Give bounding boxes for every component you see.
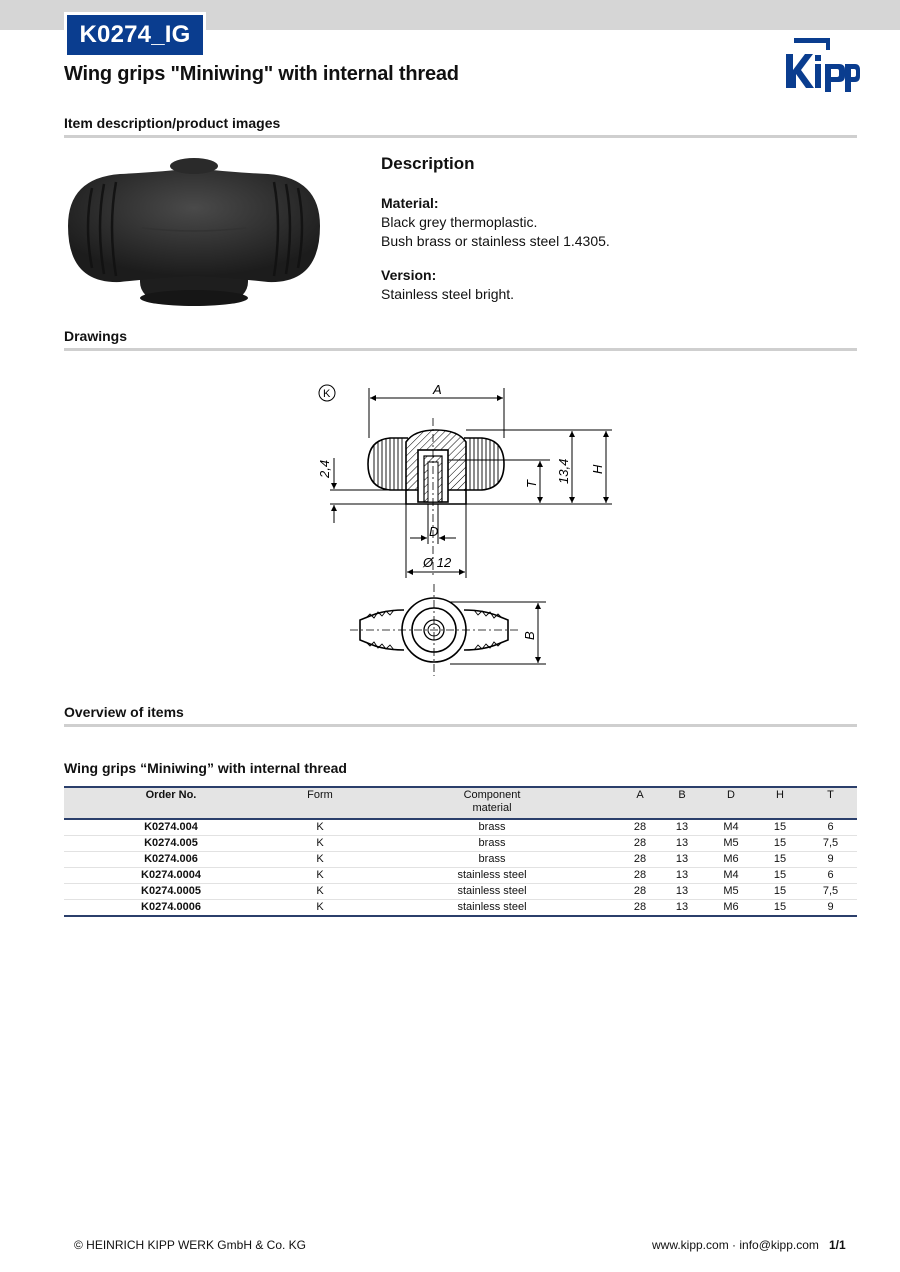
table-cell: 15 — [756, 819, 804, 836]
table-cell: 28 — [622, 819, 658, 836]
table-cell: K — [278, 819, 362, 836]
product-photo — [62, 150, 320, 310]
table-cell: 9 — [804, 852, 857, 868]
dimension-t-label: T — [524, 480, 539, 488]
material-label: Material: — [381, 195, 439, 211]
header-d: D — [706, 787, 756, 819]
table-cell: 7,5 — [804, 836, 857, 852]
table-cell: 28 — [622, 900, 658, 917]
table-cell: K — [278, 852, 362, 868]
section-divider — [64, 135, 857, 138]
table-cell: 28 — [622, 836, 658, 852]
table-cell: stainless steel — [362, 868, 622, 884]
table-cell: K — [278, 900, 362, 917]
technical-drawing — [300, 378, 630, 678]
section-heading-drawings: Drawings — [64, 328, 128, 344]
table-cell: 28 — [622, 868, 658, 884]
footer-contact[interactable]: www.kipp.com · info@kipp.com — [652, 1238, 819, 1252]
table-row — [64, 852, 857, 868]
table-cell: M5 — [706, 836, 756, 852]
material-line: Black grey thermoplastic. — [381, 214, 538, 230]
table-cell: 13 — [658, 884, 706, 900]
table-cell: 13 — [658, 819, 706, 836]
header-order-no: Order No. — [64, 787, 278, 819]
table-cell: 15 — [756, 868, 804, 884]
table-cell: 15 — [756, 852, 804, 868]
table-cell: 6 — [804, 819, 857, 836]
table-cell: 6 — [804, 868, 857, 884]
table-cell: K0274.0005 — [64, 884, 278, 900]
table-cell: K0274.004 — [64, 819, 278, 836]
table-row — [64, 836, 857, 852]
items-table — [64, 786, 857, 917]
table-title: Wing grips “Miniwing” with internal thread — [64, 760, 347, 776]
footer-copyright: © HEINRICH KIPP WERK GmbH & Co. KG — [74, 1238, 306, 1252]
table-cell: K0274.0006 — [64, 900, 278, 917]
header-component-material — [362, 787, 622, 819]
form-marker-label: K — [323, 388, 331, 400]
table-cell: K0274.005 — [64, 836, 278, 852]
table-cell: M6 — [706, 900, 756, 917]
section-divider — [64, 348, 857, 351]
table-cell: M4 — [706, 868, 756, 884]
table-cell: K — [278, 884, 362, 900]
table-cell: 15 — [756, 884, 804, 900]
section-heading-item-description: Item description/product images — [64, 115, 281, 131]
version-label: Version: — [381, 267, 437, 283]
table-cell: M5 — [706, 884, 756, 900]
product-code-badge — [64, 12, 206, 58]
dimension-h-label: H — [590, 464, 605, 474]
table-row — [64, 868, 857, 884]
table-row — [64, 884, 857, 900]
header-component-line: material — [472, 802, 512, 814]
kipp-logo — [782, 36, 860, 94]
dimension-2-4-label: 2,4 — [317, 459, 332, 478]
table-row — [64, 819, 857, 836]
table-cell: K0274.006 — [64, 852, 278, 868]
header-t: T — [804, 787, 857, 819]
table-cell: 9 — [804, 900, 857, 917]
table-header-row — [64, 787, 857, 819]
table-cell: K — [278, 836, 362, 852]
header-a: A — [622, 787, 658, 819]
dimension-d-label: D — [429, 524, 439, 539]
table-cell: 13 — [658, 900, 706, 917]
table-cell: 28 — [622, 884, 658, 900]
header-component-line: Component — [463, 789, 521, 801]
header-b: B — [658, 787, 706, 819]
section-heading-overview: Overview of items — [64, 704, 184, 720]
table-cell: M4 — [706, 819, 756, 836]
dimension-b-label: B — [522, 631, 537, 640]
material-line: Bush brass or stainless steel 1.4305. — [381, 233, 610, 249]
table-cell: stainless steel — [362, 884, 622, 900]
page-title: Wing grips "Miniwing" with internal thread — [64, 63, 459, 85]
dimension-a-label: A — [433, 382, 442, 397]
header-form: Form — [278, 787, 362, 819]
table-cell: 7,5 — [804, 884, 857, 900]
table-row — [64, 900, 857, 917]
table-cell: 13 — [658, 868, 706, 884]
table-cell: 15 — [756, 900, 804, 917]
section-divider — [64, 724, 857, 727]
table-cell: 28 — [622, 852, 658, 868]
description-title: Description — [381, 154, 475, 173]
table-cell: brass — [362, 852, 622, 868]
table-cell: K0274.0004 — [64, 868, 278, 884]
dimension-13-4-label: 13,4 — [556, 458, 571, 484]
product-code: K0274_IG — [67, 15, 203, 55]
table-cell: brass — [362, 819, 622, 836]
table-cell: 13 — [658, 836, 706, 852]
table-cell: 13 — [658, 852, 706, 868]
table-cell: K — [278, 868, 362, 884]
table-cell: brass — [362, 836, 622, 852]
dimension-diameter-label: Ø 12 — [423, 555, 452, 570]
table-cell: M6 — [706, 852, 756, 868]
page-number: 1/1 — [829, 1238, 846, 1252]
version-line: Stainless steel bright. — [381, 286, 515, 302]
table-cell: 15 — [756, 836, 804, 852]
header-h: H — [756, 787, 804, 819]
table-cell: stainless steel — [362, 900, 622, 917]
